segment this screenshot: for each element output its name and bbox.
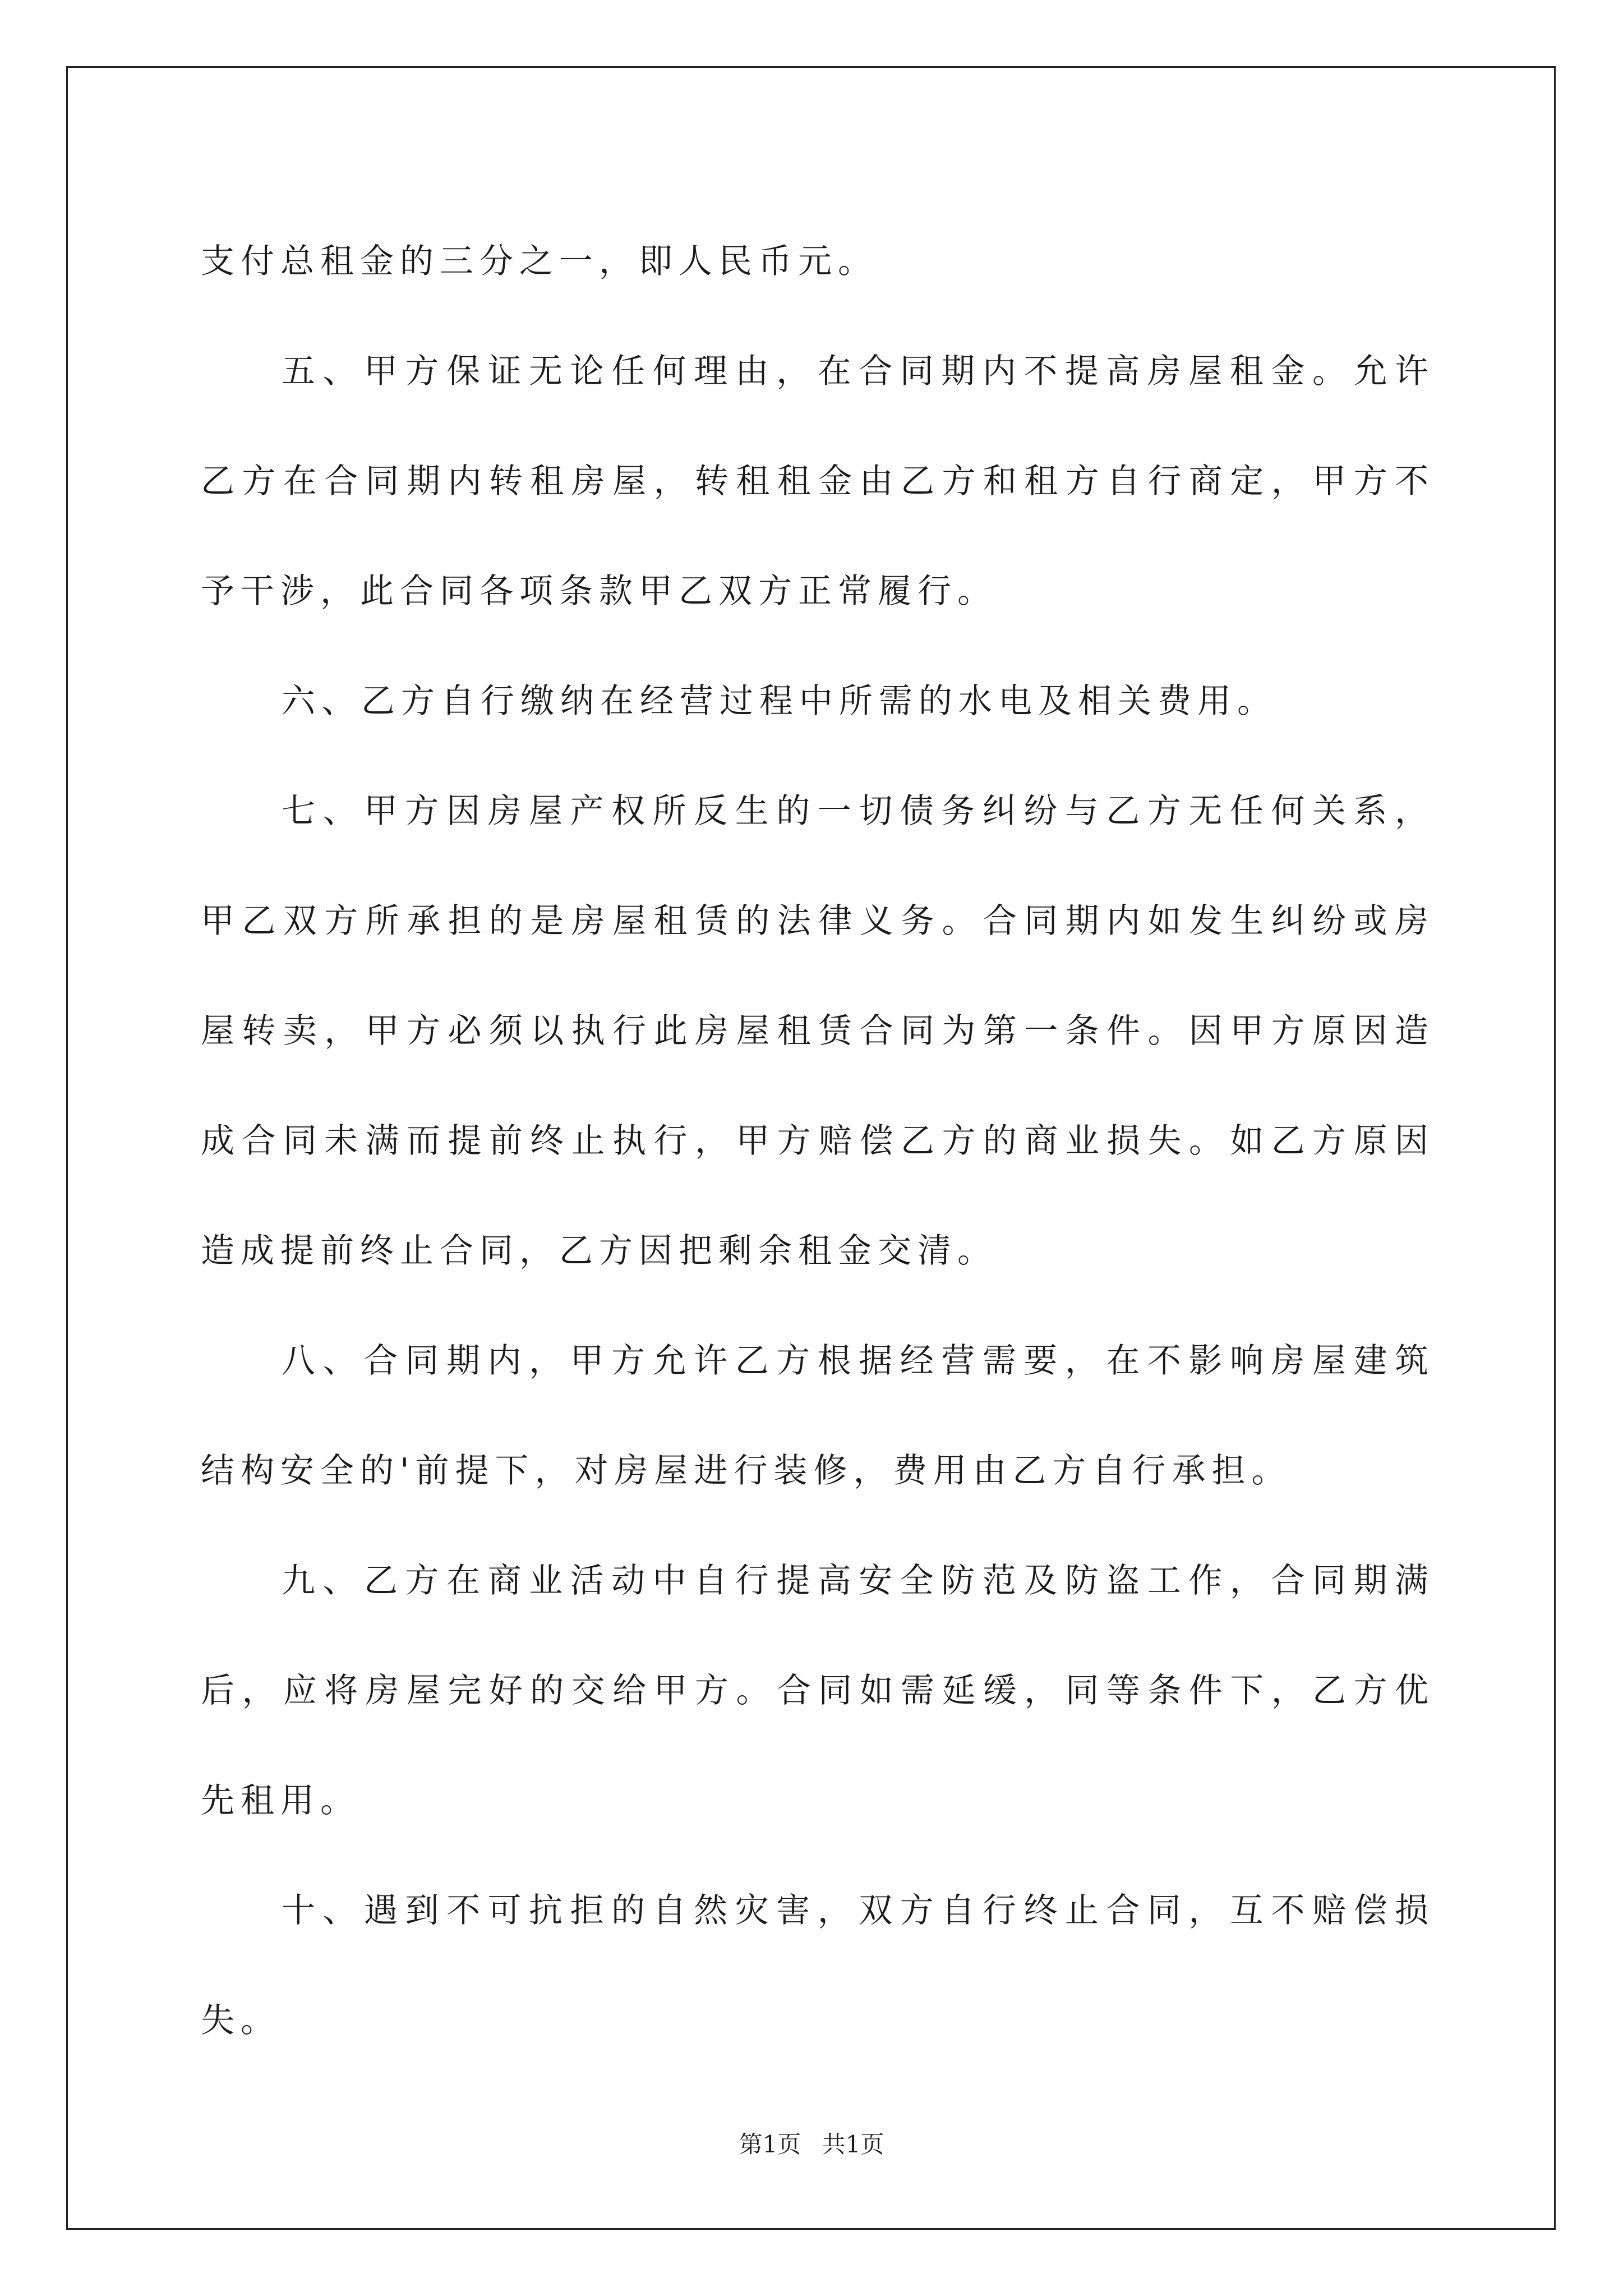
page-number-total: 共1页	[822, 2131, 884, 2158]
page-footer	[0, 2126, 1623, 2160]
paragraph-clause-10: 十、遇到不可抗拒的自然灾害，双方自行终止合同，互不赔偿损失。	[201, 1891, 1435, 2040]
paragraph-clause-6: 六、乙方自行缴纳在经营过程中所需的水电及相关费用。	[282, 682, 1277, 721]
document-body	[201, 206, 1435, 2076]
paragraph-clause-7: 七、甲方因房屋产权所反生的一切债务纠纷与乙方无任何关系，甲乙双方所承担的是房屋租赁的法律义务。合同期内如发生纠纷或房屋转卖，甲方必须以执行此房屋租赁合同为第一条件。因甲方原因造成合同未满而提前终止执行，甲方赔偿乙方的商业损失。如乙方原因造成提前终止合同，乙方因把剩余租金交清。	[201, 792, 1435, 1271]
paragraph-clause-8: 八、合同期内，甲方允许乙方根据经营需要，在不影响房屋建筑结构安全的'前提下，对房屋进行装修，费用由乙方自行承担。	[201, 1341, 1435, 1490]
paragraph-clause-5: 五、甲方保证无论任何理由，在合同期内不提高房屋租金。允许乙方在合同期内转租房屋，转租租金由乙方和租方自行商定，甲方不予干涉，此合同各项条款甲乙双方正常履行。	[201, 352, 1435, 611]
paragraph-clause-9: 九、乙方在商业活动中自行提高安全防范及防盗工作，合同期满后，应将房屋完好的交给甲方。合同如需延缓，同等条件下，乙方优先租用。	[201, 1561, 1435, 1820]
page-number-current: 第1页	[739, 2131, 801, 2158]
paragraph-continuation: 支付总租金的三分之一，即人民币元。	[201, 242, 878, 281]
